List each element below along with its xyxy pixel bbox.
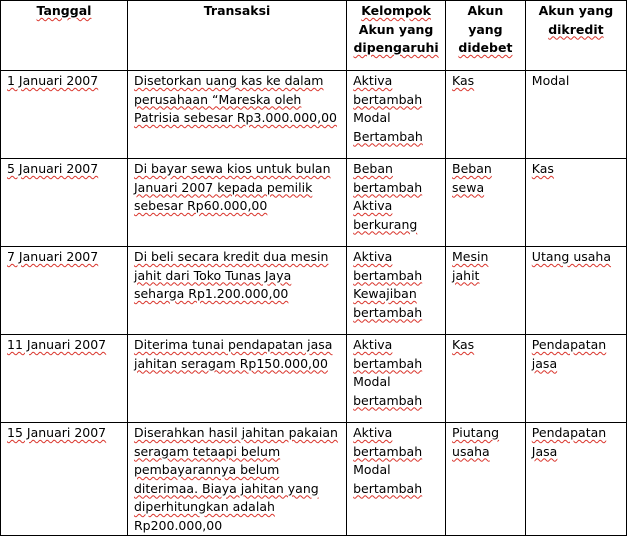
header-credit-line-1: Akun yang (538, 3, 614, 18)
group-cell (347, 423, 446, 536)
transaction-line: diterimaa. Biaya jahitan yang (133, 480, 319, 496)
date-cell (1, 423, 128, 536)
credit-line: Pendapatan (531, 337, 607, 352)
debit-cell (446, 247, 526, 335)
transaction-line: jahitan seragam Rp150.000,00 (133, 355, 328, 371)
transaction-line: sebesar Rp60.000,00 (133, 198, 268, 213)
debit-line: Beban (452, 161, 492, 176)
header-group-line-3: dipengaruhi (353, 40, 439, 55)
credit-line: Utang usaha (531, 249, 612, 264)
date-cell (1, 247, 128, 335)
header-credit-line-2: dikredit (548, 21, 604, 37)
group-line: bertambah (353, 480, 423, 496)
credit-line: Modal (531, 73, 570, 88)
group-line: Modal (353, 374, 391, 389)
credit-line: Pendapatan (531, 425, 607, 440)
group-line: Kewajiban (353, 286, 417, 301)
date-text: 15 Januari 2007 (7, 425, 107, 440)
transaction-line: jahit dari Toko Tunas Jaya (133, 267, 292, 283)
date-cell (1, 159, 128, 247)
group-line: bertambah (353, 91, 423, 107)
group-line: bertambah (353, 304, 423, 320)
credit-cell (525, 247, 626, 335)
transaction-line: seharga Rp1.200.000,00 (133, 286, 289, 301)
credit-cell (525, 423, 626, 536)
date-text: 5 Januari 2007 (7, 161, 99, 176)
group-line: Modal (353, 110, 391, 125)
header-transaction (127, 1, 346, 71)
transaction-line: Patrisia sebesar Rp3.000.000,00 (133, 110, 337, 125)
credit-line: Jasa (531, 443, 558, 459)
transaction-cell (127, 423, 346, 536)
header-group-line-2: Akun yang (358, 21, 434, 37)
header-group-line-1: Kelompok (361, 3, 431, 18)
group-line: Modal (353, 462, 391, 477)
group-line: bertambah (353, 267, 423, 283)
group-line: bertambah (353, 392, 423, 408)
group-line: bertambah (353, 179, 423, 195)
transaction-line: Rp200.000,00 (133, 517, 223, 533)
transaction-line: perusahaan “Mareska oleh (133, 91, 302, 107)
header-date-label: Tanggal (36, 3, 92, 18)
group-line: bertambah (353, 443, 423, 459)
debit-line: Kas (452, 337, 475, 352)
header-row (1, 1, 627, 71)
date-cell (1, 335, 128, 423)
group-cell (347, 335, 446, 423)
table-row (1, 71, 627, 159)
header-transaction-label: Transaksi (203, 3, 271, 18)
table-row (1, 423, 627, 536)
header-debit (446, 1, 526, 71)
debit-cell (446, 335, 526, 423)
table-row (1, 247, 627, 335)
transaction-line: Diterima tunai pendapatan jasa (133, 337, 333, 352)
date-text: 7 Januari 2007 (7, 249, 99, 264)
debit-cell (446, 71, 526, 159)
transaction-line: pembayarannya belum (133, 462, 280, 477)
group-line: bertambah (353, 355, 423, 371)
group-line: Aktiva (353, 249, 393, 264)
group-line: Aktiva (353, 425, 393, 440)
debit-line: Mesin jahit (452, 249, 489, 283)
table-row (1, 159, 627, 247)
transaction-line: diperhitungkan adalah (133, 499, 275, 514)
transaction-line: Diserahkan hasil jahitan pakaian (133, 425, 338, 440)
transaction-line: Disetorkan uang kas ke dalam (133, 73, 324, 88)
header-date (1, 1, 128, 71)
header-credit (525, 1, 626, 71)
transaction-line: seragam tetaapi belum (133, 443, 281, 459)
date-cell (1, 71, 128, 159)
header-debit-line-2: didebet (458, 40, 513, 55)
transaction-cell (127, 247, 346, 335)
credit-line: Kas (531, 161, 554, 176)
transaction-line: Di bayar sewa kios untuk bulan (133, 161, 331, 176)
group-line: Beban (353, 161, 393, 176)
header-group (347, 1, 446, 71)
table-row (1, 335, 627, 423)
transaction-line: Di beli secara kredit dua mesin (133, 249, 329, 264)
transaction-line: Januari 2007 kepada pemilik (133, 179, 313, 195)
credit-line: jasa (531, 355, 558, 371)
group-line: berkurang (353, 216, 418, 232)
date-text: 11 Januari 2007 (7, 337, 107, 352)
header-debit-line-1: Akun yang (467, 3, 504, 37)
group-cell (347, 247, 446, 335)
group-cell (347, 159, 446, 247)
credit-cell (525, 159, 626, 247)
debit-cell (446, 423, 526, 536)
credit-cell (525, 335, 626, 423)
debit-line: usaha (452, 443, 490, 459)
transaction-cell (127, 335, 346, 423)
group-line: Aktiva (353, 198, 393, 213)
debit-line: Piutang (452, 425, 500, 440)
transaction-cell (127, 159, 346, 247)
date-text: 1 Januari 2007 (7, 73, 99, 88)
transaction-cell (127, 71, 346, 159)
group-line: Aktiva (353, 337, 393, 352)
credit-cell (525, 71, 626, 159)
group-cell (347, 71, 446, 159)
group-line: Bertambah (353, 128, 423, 144)
debit-line: sewa (452, 179, 485, 195)
debit-cell (446, 159, 526, 247)
debit-line: Kas (452, 73, 475, 88)
group-line: Aktiva (353, 73, 393, 88)
